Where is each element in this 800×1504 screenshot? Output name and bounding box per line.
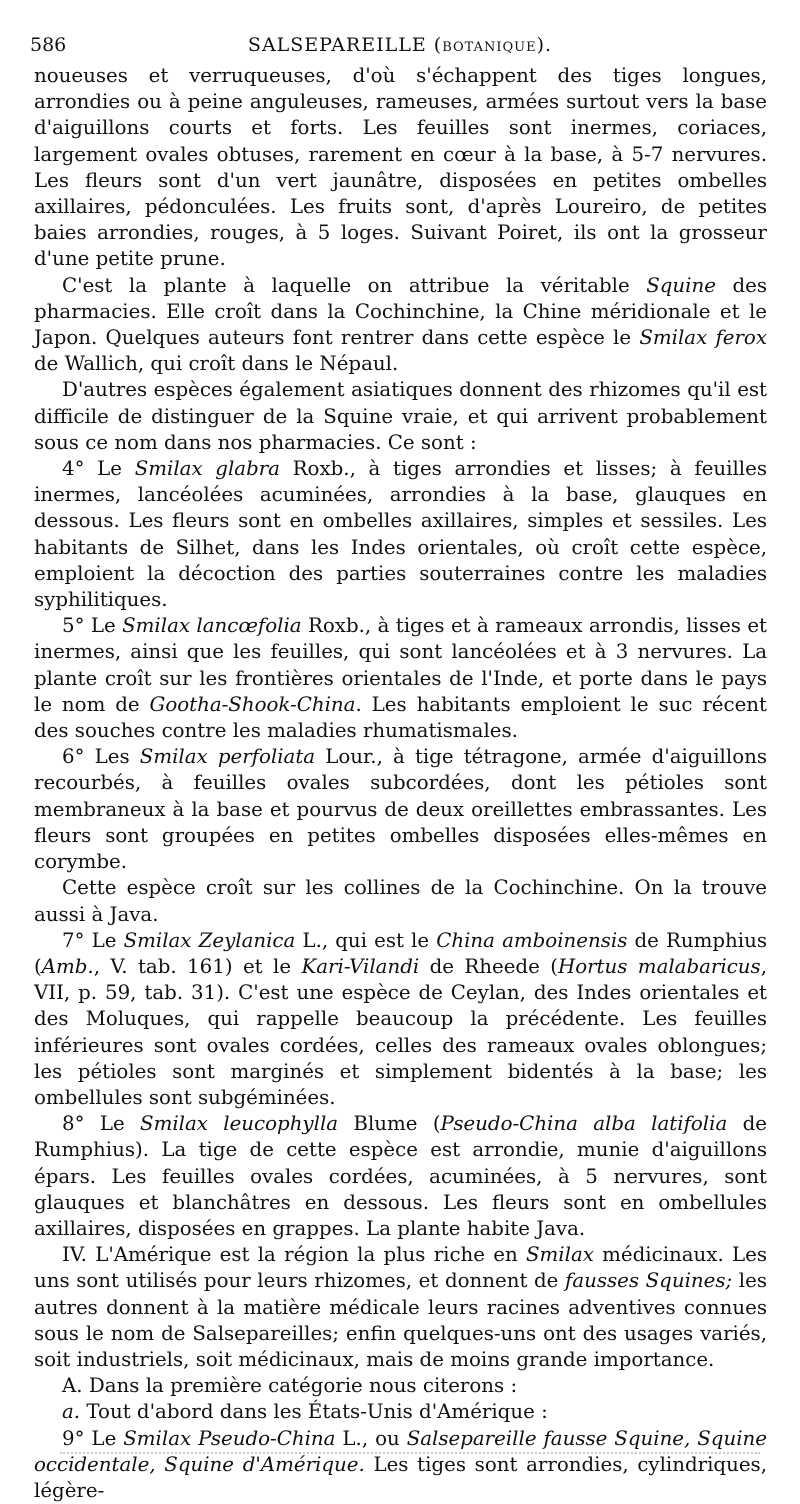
text-run: 9° Le xyxy=(62,1426,124,1450)
paragraph xyxy=(34,1426,767,1504)
text-run: de Wallich, qui croît dans le Népaul. xyxy=(34,352,399,376)
italic-text: Smilax Pseudo-China xyxy=(123,1426,336,1450)
paragraph xyxy=(34,377,767,456)
text-run: IV. L'Amérique est la région la plus riche en xyxy=(62,1243,526,1267)
text-run: 4° Le xyxy=(62,457,135,481)
italic-text: Salsepareille fausse Squine, Squine occidentale, Squine d'Amérique. xyxy=(34,1426,767,1476)
bleed-through-line xyxy=(60,1452,760,1454)
text-run: Cette espèce croît sur les collines de la Cochinchine. On la trouve aussi à Java. xyxy=(34,876,767,926)
text-run: 7° Le xyxy=(62,928,124,952)
italic-text: Smilax Zeylanica xyxy=(123,928,296,952)
text-run: L., qui est le xyxy=(295,928,437,952)
italic-text: Amb. xyxy=(41,954,94,978)
page-number: 586 xyxy=(30,34,67,56)
text-run: de Rumphius ( xyxy=(34,928,767,978)
italic-text: Smilax glabra xyxy=(134,457,280,481)
text-run: , V. tab. 161) et le xyxy=(93,954,302,978)
paragraph xyxy=(34,875,767,927)
italic-text: Smilax lancœfolia xyxy=(122,614,302,638)
text-run: 8° Le xyxy=(62,1112,141,1136)
running-header xyxy=(30,32,770,58)
italic-text: a. xyxy=(62,1400,81,1424)
paragraph xyxy=(34,63,767,273)
running-title-open-paren: ( xyxy=(433,34,443,56)
text-run: 5° Le xyxy=(62,614,123,638)
italic-text: Pseudo-China alba latifolia xyxy=(440,1112,728,1136)
running-title-close-paren: ). xyxy=(536,34,553,56)
paragraph xyxy=(34,744,767,875)
italic-text: Squine xyxy=(646,273,716,297)
text-run: des pharmacies. Elle croît dans la Cochinchine, la Chine méridionale et le Japon. Quelques auteurs font rentrer dans cette espèce le xyxy=(34,273,767,350)
italic-text: China amboinensis xyxy=(436,928,628,952)
paragraph xyxy=(34,273,767,378)
text-run: A. Dans la première catégorie nous citerons : xyxy=(62,1374,518,1398)
text-run: L., ou xyxy=(335,1426,407,1450)
text-run: médicinaux. Les uns sont utilisés pour leurs rhizomes, et donnent de xyxy=(34,1243,767,1293)
paragraph xyxy=(34,1242,767,1373)
paragraph xyxy=(34,1399,767,1425)
text-run: , VII, p. 59, tab. 31). C'est une espèce de Ceylan, des Indes orientales et des Moluques, qui rappelle beaucoup la précédente. Les feuilles inférieures sont ovales cordées, celles des rameaux ovales oblongues; les pétioles sont marginés et simplement bidentés à la base; les ombellules sont subgéminées. xyxy=(34,954,767,1109)
text-run: C'est la plante à laquelle on attribue la véritable xyxy=(62,273,647,297)
body-text xyxy=(34,63,767,1504)
text-run: Les tiges sont arrondies, cylindriques, légère- xyxy=(34,1452,767,1502)
italic-text: Kari-Vilandi xyxy=(301,954,420,978)
text-run: Tout d'abord dans les États-Unis d'Amérique : xyxy=(80,1400,548,1424)
running-title xyxy=(30,32,770,61)
italic-text: fausses Squines; xyxy=(565,1269,733,1293)
paragraph xyxy=(34,928,767,1111)
italic-text: Smilax xyxy=(525,1243,594,1267)
text-run: 6° Les xyxy=(62,745,140,769)
paragraph xyxy=(34,613,767,744)
running-title-main: SALSEPAREILLE xyxy=(247,34,427,56)
text-run: les autres donnent à la matière médicale leurs racines adventives connues sous le nom de Salsepareilles; enfin quelques-uns ont des usages variés, soit industriels, soit médicinaux, mais de moins grande importance. xyxy=(34,1269,767,1371)
italic-text: Gootha-Shook-China xyxy=(149,692,356,716)
italic-text: Hortus malabaricus xyxy=(557,954,761,978)
text-run: Blume ( xyxy=(338,1112,441,1136)
italic-text: Smilax ferox xyxy=(639,326,767,350)
text-run: de Rumphius). La tige de cette espèce est arrondie, munie d'aiguillons épars. Les feuilles ovales cordées, acuminées, à 5 nervures, sont glauques et blanchâtres en dessous. Les fleurs sont en ombellules axillaires, disposées en grappes. La plante habite Java. xyxy=(34,1112,767,1240)
italic-text: Smilax leucophylla xyxy=(140,1112,339,1136)
paragraph xyxy=(34,1111,767,1242)
text-run: noueuses et verruqueuses, d'où s'échappent des tiges longues, arrondies ou à peine anguleuses, rameuses, armées surtout vers la base d'aiguillons courts et forts. Les feuilles sont inermes, coriaces, largement ovales obtuses, rarement en cœur à la base, à 5-7 nervures. Les fleurs sont d'un vert jaunâtre, disposées en petites ombelles axillaires, pédonculées. Les fruits sont, d'après Loureiro, de petites baies arrondies, rouges, à 5 loges. Suivant Poiret, ils ont la grosseur d'une petite prune. xyxy=(34,64,767,271)
paragraph xyxy=(34,1373,767,1399)
running-title-sub: BOTANIQUE xyxy=(442,40,537,55)
text-run: . Les habitants emploient le suc récent des souches contre les maladies rhumatismales. xyxy=(34,692,767,743)
paragraph xyxy=(34,456,767,613)
text-run: Lour., à tige tétragone, armée d'aiguillons recourbés, à feuilles ovales subcordées, dont les pétioles sont membraneux à la base et pourvus de deux oreillettes embrassantes. Les fleurs sont groupées en petites ombelles disposées elles-mêmes en corymbe. xyxy=(34,745,768,874)
text-run: Roxb., à tiges et à rameaux arrondis, lisses et inermes, ainsi que les feuilles, qui sont lancéolées et à 3 nervures. La plante croît sur les frontières orientales de l'Inde, et porte dans le pays le nom de xyxy=(34,614,768,716)
text-run: D'autres espèces également asiatiques donnent des rhizomes qu'il est difficile de distinguer de la Squine vraie, et qui arrivent probablement sous ce nom dans nos pharmacies. Ce sont : xyxy=(34,378,767,454)
text-run: Roxb., à tiges arrondies et lisses; à feuilles inermes, lancéolées acuminées, arrondies à la base, glauques en dessous. Les fleurs sont en ombelles axillaires, simples et sessiles. Les habitants de Silhet, dans les Indes orientales, où croît cette espèce, emploient la décoction des parties souterraines contre les maladies syphilitiques. xyxy=(34,457,767,612)
text-run: de Rheede ( xyxy=(419,954,558,978)
italic-text: Smilax perfoliata xyxy=(139,745,316,769)
